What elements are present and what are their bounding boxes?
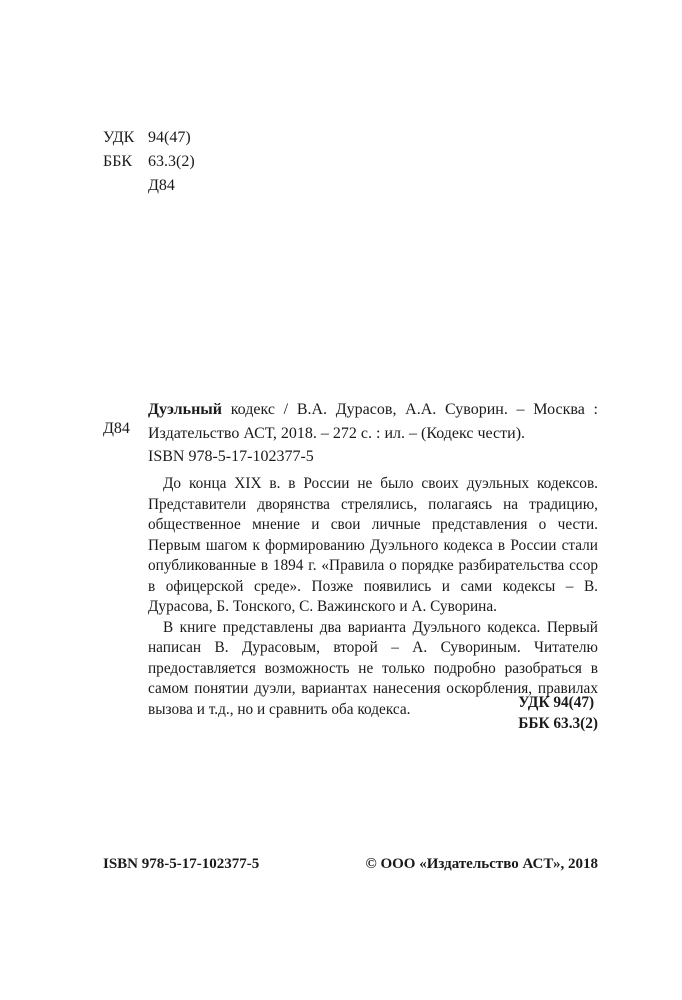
author-mark: Д84 [148,177,175,194]
annotation-author-mark: Д84 [103,420,130,437]
udk-label: УДК [103,129,135,146]
isbn-line: ISBN 978-5-17-102377-5 [148,448,314,465]
bbk-code-right: ББК 63.3(2) [518,714,598,732]
bbk-value: 63.3(2) [148,153,195,170]
abstract [148,474,598,720]
classification-block [103,126,195,198]
udk-code-right: УДК 94(47) [518,694,595,711]
codes-right-block [518,693,598,734]
udk-value: 94(47) [148,129,191,146]
biblio-line-1 [148,398,598,422]
biblio-line-2: Издательство АСТ, 2018. – 272 с. : ил. – (Кодекс чести). [148,425,526,442]
bbk-row [103,150,195,174]
bbk-label: ББК [103,153,133,170]
abstract-paragraph-1: До конца XIX в. в России не было своих дуэльных кодексов. Представители дворянства стрелялись, полагаясь на традицию, общественное мнение и свои личные представления о чести. Первым шагом к формированию Дуэльного кодекса в России стали опубликованные в 1894 г. «Правила о порядке разбирательства ссор в офицерской среде». Позже появились и сами кодексы – В. Дурасова, Б. Тонского, С. Важинского и А. Суворина. [148,475,598,615]
book-title-bold: Дуэльный [148,401,222,418]
abstract-paragraph-2: В книге представлены два варианта Дуэльного кодекса. Первый написан В. Дурасовым, второй – А. Сувориным. Читателю предоставляется возможность не только подробно разобраться в самом понятии дуэли, вариантах нанесения оскорбления, правилах вызова и т.д., но и сравнить оба кодекса. [148,618,598,718]
bibliographic-record [148,398,598,446]
footer-copyright: © ООО «Издательство АСТ», 2018 [365,856,598,872]
udk-row [103,126,195,150]
footer-isbn: ISBN 978-5-17-102377-5 [103,856,260,872]
biblio-line-1-rest: кодекс / В.А. Дурасов, А.А. Суворин. – Москва : [222,401,598,418]
